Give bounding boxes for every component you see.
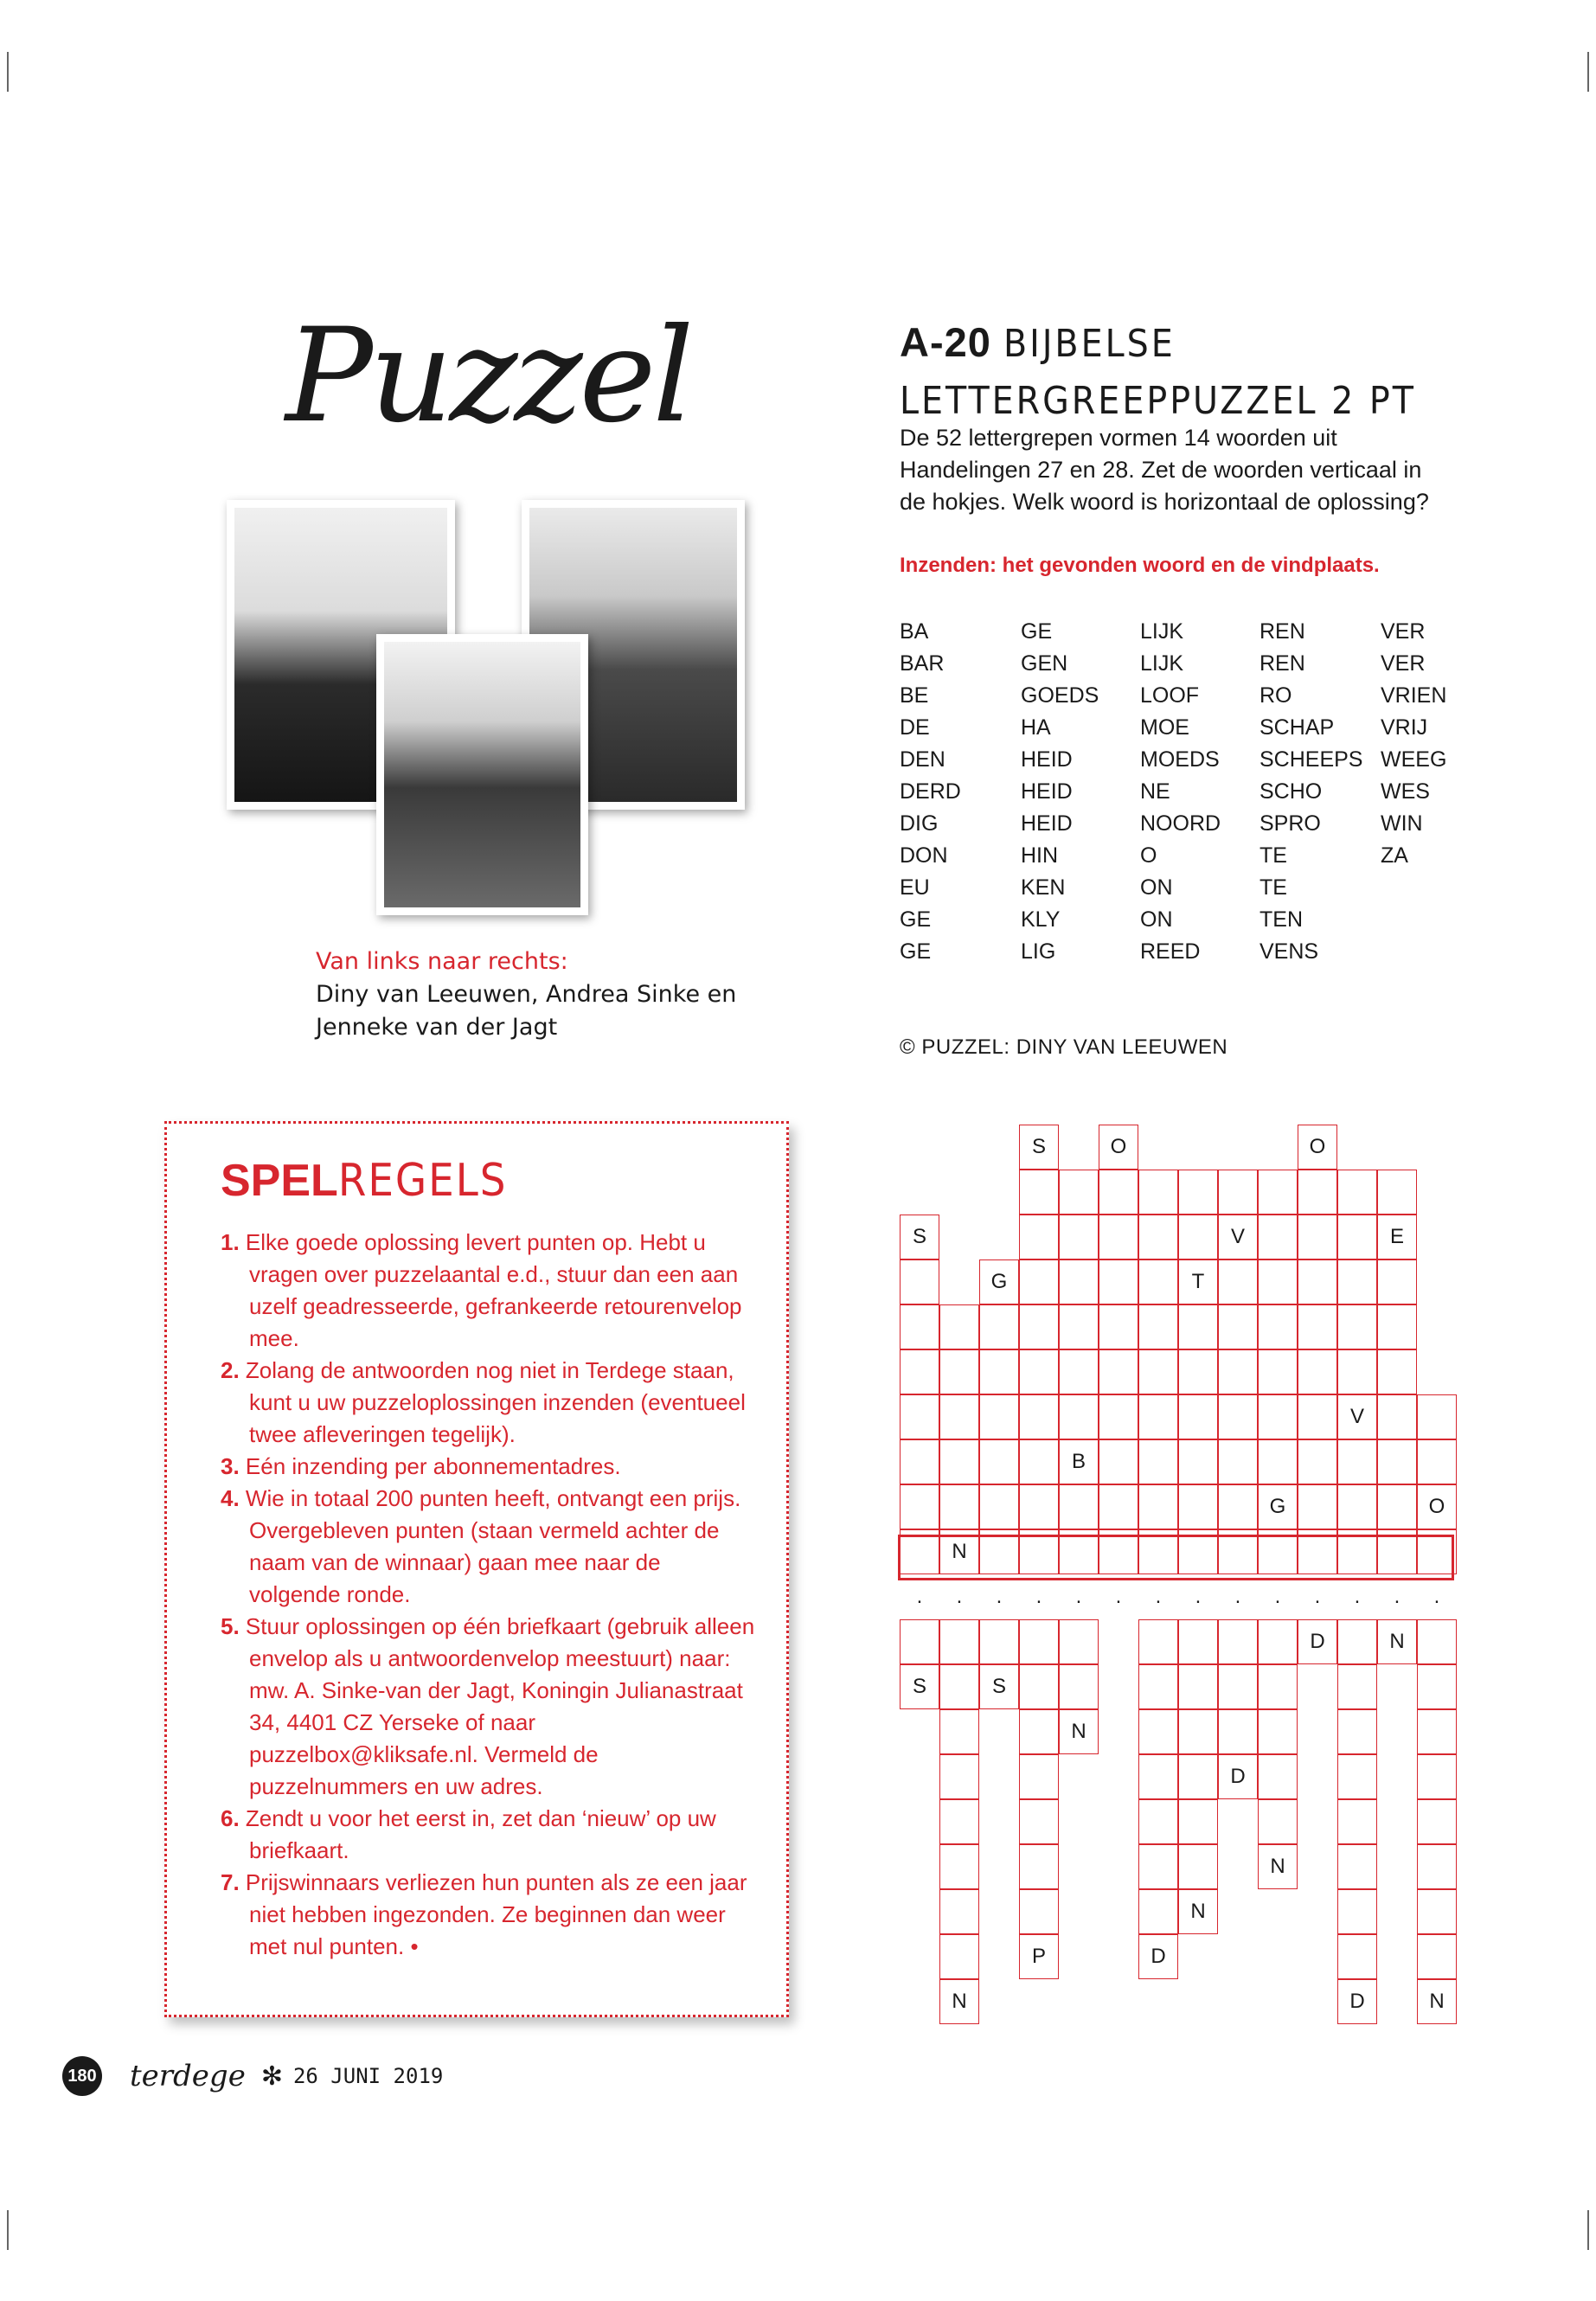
grid-cell[interactable] [1377,1304,1417,1349]
syllable: TE [1259,843,1287,868]
grid-cell[interactable] [1337,1304,1377,1349]
grid-cell[interactable]: N [1417,1979,1457,2024]
grid-cell[interactable] [1258,1304,1298,1349]
grid-cell[interactable] [1019,1844,1059,1889]
rule-number: 3. [221,1453,240,1479]
grid-cell[interactable] [1417,1664,1457,1709]
grid-cell[interactable] [900,1259,939,1304]
grid-cell[interactable] [1258,1439,1298,1484]
page-footer [62,2056,443,2096]
syllable: WIN [1381,811,1423,836]
grid-cell[interactable] [1337,1170,1377,1215]
grid-cell[interactable] [939,1664,979,1709]
grid-cell[interactable] [1218,1259,1258,1304]
grid-cell[interactable]: N [939,1979,979,2024]
syllable: REED [1140,939,1201,964]
rule-text: Zolang de antwoorden nog niet in Terdege staan, kunt u uw puzzeloplossingen inzenden (eventueel twee afleveringen tegelijk). [245,1357,746,1447]
grid-cell[interactable] [1337,1889,1377,1934]
magazine-logo: terdege [130,2059,246,2093]
grid-cell[interactable] [1019,1619,1059,1664]
caption-line: Diny van Leeuwen, Andrea Sinke en [316,981,737,1008]
solution-cell[interactable]: . [1115,1585,1122,1608]
grid-cell[interactable] [1258,1709,1298,1754]
grid-cell[interactable] [1258,1664,1298,1709]
grid-cell[interactable] [1138,1394,1178,1439]
solution-cell[interactable]: . [1314,1585,1321,1608]
grid-cell[interactable] [1337,1844,1377,1889]
grid-cell[interactable] [900,1439,939,1484]
grid-cell[interactable] [1298,1259,1337,1304]
grid-cell[interactable] [1417,1889,1457,1934]
puzzle-title-line1: BIJBELSE [1003,322,1176,366]
grid-cell[interactable] [1099,1349,1138,1394]
syllable: WES [1381,779,1430,804]
puzzle-submit-instruction: Inzenden: het gevonden woord en de vindplaats. [900,554,1380,577]
grid-cell[interactable] [1337,1619,1377,1664]
syllable-column [1259,616,1362,968]
grid-cell[interactable] [1377,1484,1417,1529]
grid-cell[interactable] [1059,1349,1099,1394]
solution-cell[interactable]: . [1433,1585,1440,1608]
syllable: HIN [1021,843,1059,868]
grid-cell[interactable] [979,1619,1019,1664]
grid-cell[interactable] [1099,1394,1138,1439]
syllable: LIJK [1140,619,1184,644]
syllable: MOEDS [1140,747,1220,772]
grid-cell[interactable] [1337,1664,1377,1709]
grid-cell[interactable] [1099,1304,1138,1349]
crop-mark [7,52,9,92]
syllable: LIJK [1140,651,1184,676]
photo-andrea [376,634,588,915]
grid-cell[interactable] [1298,1170,1337,1215]
solution-cell[interactable]: . [1394,1585,1401,1608]
grid-cell[interactable] [1298,1215,1337,1259]
grid-cell[interactable] [1138,1889,1178,1934]
grid-cell[interactable] [1099,1439,1138,1484]
syllable: NOORD [1140,811,1221,836]
syllable: SCHEEPS [1259,747,1363,772]
separator-icon: ✻ [260,2061,283,2091]
grid-cell[interactable]: O [1099,1125,1138,1170]
grid-cell[interactable] [1178,1439,1218,1484]
grid-cell[interactable] [1019,1889,1059,1934]
grid-cell[interactable] [1417,1619,1457,1664]
solution-cell[interactable]: . [996,1585,1003,1608]
grid-cell[interactable] [1218,1349,1258,1394]
grid-cell[interactable] [1337,1754,1377,1799]
grid-cell[interactable] [1138,1170,1178,1215]
grid-cell[interactable]: D [1298,1619,1337,1664]
grid-cell[interactable] [1019,1664,1059,1709]
syllable: RO [1259,683,1292,708]
grid-cell[interactable] [1218,1664,1258,1709]
puzzle-title-line2: LETTERGREEPPUZZEL 2 PT [900,379,1416,423]
grid-cell[interactable] [900,1619,939,1664]
rules-title-bold: SPEL [221,1156,338,1206]
puzzle-intro: De 52 lettergrepen vormen 14 woorden uit Handelingen 27 en 28. Zet de woorden verticaal in de hokjes. Welk woord is horizontaal de oplossing? [900,425,1429,515]
grid-cell[interactable] [1417,1394,1457,1439]
syllable: LIG [1021,939,1056,964]
syllable: VENS [1259,939,1319,964]
crop-mark [1587,2210,1589,2250]
syllable: HEID [1021,811,1073,836]
grid-cell[interactable] [979,1484,1019,1529]
syllable: BE [900,683,929,708]
grid-cell[interactable] [1258,1170,1298,1215]
rule-number: 1. [221,1229,240,1255]
syllable: KEN [1021,875,1066,900]
rule-item [221,1867,757,1963]
rule-number: 2. [221,1357,240,1383]
page-number: 180 [62,2056,102,2096]
grid-cell[interactable] [1138,1215,1178,1259]
grid-cell[interactable] [1298,1439,1337,1484]
syllable-column [1140,616,1221,968]
syllable: DERD [900,779,961,804]
grid-cell[interactable] [1178,1170,1218,1215]
grid-cell[interactable] [939,1934,979,1979]
grid-cell[interactable] [1178,1215,1218,1259]
grid-cell[interactable] [1059,1304,1099,1349]
grid-cell[interactable] [900,1349,939,1394]
grid-cell[interactable] [1417,1844,1457,1889]
grid-cell[interactable] [1019,1304,1059,1349]
grid-cell[interactable] [1019,1170,1059,1215]
grid-cell[interactable]: N [1059,1709,1099,1754]
syllable: DON [900,843,948,868]
grid-cell[interactable] [1178,1619,1218,1664]
syllable: NE [1140,779,1170,804]
syllable: GEN [1021,651,1068,676]
page-heading: Puzzel [285,301,691,452]
grid-cell[interactable] [1059,1619,1099,1664]
syllable: GE [1021,619,1053,644]
grid-cell[interactable]: G [979,1259,1019,1304]
syllable: VRIEN [1381,683,1447,708]
solution-cell[interactable]: . [1234,1585,1241,1608]
rule-item [221,1355,757,1451]
rule-text: Zendt u voor het eerst in, zet dan ‘nieuw’ op uw briefkaart. [245,1805,716,1863]
rule-text: Prijswinnaars verliezen hun punten als ze een jaar niet hebben ingezonden. Ze beginnen dan weer met nul punten. • [245,1869,747,1959]
syllable: WEEG [1381,747,1447,772]
grid-cell[interactable] [1059,1170,1099,1215]
solution-row-frame [898,1535,1454,1580]
grid-cell[interactable] [1178,1664,1218,1709]
rule-number: 7. [221,1869,240,1895]
syllable: HA [1021,715,1051,740]
grid-cell[interactable] [1178,1844,1218,1889]
grid-cell[interactable] [939,1889,979,1934]
grid-cell[interactable] [1178,1394,1218,1439]
grid-cell[interactable]: N [1258,1844,1298,1889]
syllable: ON [1140,875,1173,900]
grid-cell[interactable] [1138,1304,1178,1349]
grid-cell[interactable]: N [1377,1619,1417,1664]
grid-cell[interactable] [1258,1799,1298,1844]
grid-cell[interactable] [900,1394,939,1439]
solution-cell[interactable]: . [916,1585,923,1608]
grid-cell[interactable]: S [900,1664,939,1709]
caption-line: Jenneke van der Jagt [316,1014,558,1041]
grid-cell[interactable] [939,1304,979,1349]
grid-cell[interactable] [1218,1439,1258,1484]
rule-item [221,1803,757,1867]
grid-cell[interactable]: E [1377,1215,1417,1259]
puzzle-credit: © PUZZEL: DINY VAN LEEUWEN [900,1035,1228,1059]
syllable-column [1021,616,1099,968]
rule-item [221,1451,757,1483]
rule-text: Elke goede oplossing levert punten op. Hebt u vragen over puzzelaantal e.d., stuur dan een aan uzelf geadresseerde, gefrankeerde retourenvelop mee. [245,1229,742,1351]
grid-cell[interactable] [1138,1349,1178,1394]
grid-cell[interactable] [1218,1304,1258,1349]
grid-cell[interactable] [1258,1215,1298,1259]
grid-cell[interactable] [1258,1394,1298,1439]
grid-cell[interactable] [1178,1754,1218,1799]
grid-cell[interactable] [1298,1394,1337,1439]
grid-cell[interactable]: S [1019,1125,1059,1170]
grid-cell[interactable] [1138,1484,1178,1529]
grid-cell[interactable] [900,1304,939,1349]
grid-cell[interactable] [1019,1349,1059,1394]
grid-cell[interactable] [939,1709,979,1754]
syllable: SCHO [1259,779,1323,804]
grid-cell[interactable] [1417,1934,1457,1979]
syllable: DIG [900,811,939,836]
grid-cell[interactable] [1258,1754,1298,1799]
syllable: REN [1259,619,1305,644]
rule-item [221,1611,757,1803]
grid-cell[interactable] [1218,1170,1258,1215]
crop-mark [1587,52,1589,92]
syllable: SPRO [1259,811,1321,836]
grid-cell[interactable] [1258,1349,1298,1394]
grid-cell[interactable] [939,1619,979,1664]
grid-cell[interactable] [939,1754,979,1799]
grid-cell[interactable]: O [1417,1484,1457,1529]
grid-cell[interactable]: V [1337,1394,1377,1439]
grid-cell[interactable] [1178,1799,1218,1844]
syllable: DEN [900,747,945,772]
grid-cell[interactable] [979,1304,1019,1349]
grid-cell[interactable] [1298,1304,1337,1349]
rule-number: 6. [221,1805,240,1831]
syllable: MOE [1140,715,1189,740]
grid-cell[interactable]: D [1337,1979,1377,2024]
grid-cell[interactable] [1337,1484,1377,1529]
grid-cell[interactable] [1258,1619,1298,1664]
grid-cell[interactable] [1019,1799,1059,1844]
grid-cell[interactable] [1298,1349,1337,1394]
grid-cell[interactable] [1377,1259,1417,1304]
grid-cell[interactable] [1138,1259,1178,1304]
grid-cell[interactable] [1178,1709,1218,1754]
grid-cell[interactable]: D [1218,1754,1258,1799]
rules-list [221,1227,757,1963]
grid-cell[interactable] [979,1394,1019,1439]
issue-date: 26 JUNI 2019 [292,2064,444,2088]
rule-text: Stuur oplossingen op één briefkaart (gebruik alleen envelop als u antwoordenvelop meestuurt) naar: mw. A. Sinke-van der Jagt, Koningin Julianastraat 34, 4401 CZ Yerseke of naar puzzelbox@kliksafe.nl. Vermeld de puzzelnummers en uw adres. [245,1613,755,1799]
rule-number: 4. [221,1485,240,1511]
grid-cell[interactable] [1337,1709,1377,1754]
rule-item [221,1227,757,1355]
grid-cell[interactable] [1138,1709,1178,1754]
grid-cell[interactable] [1138,1799,1178,1844]
puzzle-title [900,315,1416,429]
grid-cell[interactable] [1377,1170,1417,1215]
rules-title [221,1155,507,1207]
syllable: KLY [1021,907,1061,932]
grid-cell[interactable] [1019,1754,1059,1799]
grid-cell[interactable]: O [1298,1125,1337,1170]
puzzle-code: A-20 [900,319,991,365]
syllable: VER [1381,651,1426,676]
grid-cell[interactable] [1138,1754,1178,1799]
grid-cell[interactable] [939,1484,979,1529]
solution-cell[interactable]: . [1155,1585,1162,1608]
grid-cell[interactable] [1218,1484,1258,1529]
grid-cell[interactable]: S [979,1664,1019,1709]
syllable: LOOF [1140,683,1200,708]
grid-cell[interactable] [1099,1215,1138,1259]
solution-cell[interactable]: . [1274,1585,1281,1608]
syllable: GE [900,939,932,964]
grid-cell[interactable] [1377,1439,1417,1484]
rule-text: Wie in totaal 200 punten heeft, ontvangt een prijs. Overgebleven punten (staan vermeld achter de naam van de winnaar) gaan mee naar de volgende ronde. [245,1485,741,1607]
solution-cell[interactable]: . [1075,1585,1082,1608]
grid-cell[interactable] [1298,1484,1337,1529]
grid-cell[interactable] [1258,1259,1298,1304]
grid-cell[interactable] [1019,1439,1059,1484]
grid-cell[interactable] [1337,1349,1377,1394]
photo-caption [316,945,736,1044]
grid-cell[interactable] [1138,1844,1178,1889]
syllable: ON [1140,907,1173,932]
grid-cell[interactable]: N [939,1529,979,1574]
grid-cell[interactable] [1337,1439,1377,1484]
grid-cell[interactable] [1099,1484,1138,1529]
grid-cell[interactable] [1099,1259,1138,1304]
grid-cell[interactable]: N [1178,1889,1218,1934]
grid-cell[interactable] [1059,1394,1099,1439]
grid-cell[interactable] [1377,1394,1417,1439]
grid-cell[interactable]: V [1218,1215,1258,1259]
grid-cell[interactable]: S [900,1215,939,1259]
grid-cell[interactable] [939,1394,979,1439]
grid-cell[interactable]: D [1138,1934,1178,1979]
grid-cell[interactable] [1417,1439,1457,1484]
syllable: REN [1259,651,1305,676]
grid-cell[interactable] [1059,1484,1099,1529]
solution-cell[interactable]: . [1195,1585,1202,1608]
grid-cell[interactable] [1417,1754,1457,1799]
grid-cell[interactable] [1337,1799,1377,1844]
syllable: GOEDS [1021,683,1099,708]
grid-cell[interactable]: G [1258,1484,1298,1529]
grid-cell[interactable] [1417,1799,1457,1844]
grid-cell[interactable] [1337,1215,1377,1259]
syllable: O [1140,843,1157,868]
grid-cell[interactable] [1019,1394,1059,1439]
caption-line: Van links naar rechts: [316,948,568,975]
crop-mark [7,2210,9,2250]
grid-cell[interactable] [939,1439,979,1484]
grid-cell[interactable] [1178,1349,1218,1394]
grid-cell[interactable] [1019,1259,1059,1304]
solution-cell[interactable]: . [1354,1585,1361,1608]
grid-cell[interactable] [1337,1259,1377,1304]
solution-cell[interactable]: . [956,1585,963,1608]
syllable: HEID [1021,747,1073,772]
grid-cell[interactable] [1019,1484,1059,1529]
grid-cell[interactable] [1337,1934,1377,1979]
grid-cell[interactable] [1218,1709,1258,1754]
syllable: DE [900,715,930,740]
grid-cell[interactable] [1138,1619,1178,1664]
rules-title-thin: REGELS [337,1155,508,1207]
grid-cell[interactable] [1377,1349,1417,1394]
grid-cell[interactable] [900,1484,939,1529]
syllable-column [1381,616,1446,872]
syllable: BA [900,619,929,644]
rule-number: 5. [221,1613,240,1639]
grid-cell[interactable] [939,1844,979,1889]
grid-cell[interactable] [1417,1709,1457,1754]
syllable: TE [1259,875,1287,900]
grid-cell[interactable] [1059,1259,1099,1304]
rule-text: Eén inzending per abonnementadres. [245,1453,621,1479]
grid-cell[interactable]: P [1019,1934,1059,1979]
syllable: ZA [1381,843,1408,868]
solution-cell[interactable]: . [1035,1585,1042,1608]
syllable-column [900,616,961,968]
syllable: VRIJ [1381,715,1428,740]
grid-cell[interactable] [1178,1484,1218,1529]
grid-cell[interactable] [939,1349,979,1394]
syllable: TEN [1259,907,1303,932]
syllable: VER [1381,619,1426,644]
syllable: SCHAP [1259,715,1335,740]
grid-cell[interactable] [1019,1709,1059,1754]
grid-cell[interactable] [1019,1215,1059,1259]
grid-cell[interactable] [1218,1619,1258,1664]
syllable: BAR [900,651,945,676]
grid-cell[interactable] [1138,1664,1178,1709]
grid-cell[interactable]: T [1178,1259,1218,1304]
grid-cell[interactable] [979,1439,1019,1484]
syllable: GE [900,907,932,932]
grid-cell[interactable] [1138,1439,1178,1484]
syllable: HEID [1021,779,1073,804]
grid-cell[interactable] [1218,1394,1258,1439]
grid-cell[interactable] [1099,1170,1138,1215]
syllable: EU [900,875,930,900]
grid-cell[interactable] [1178,1304,1218,1349]
grid-cell[interactable] [1059,1664,1099,1709]
grid-cell[interactable] [1059,1215,1099,1259]
grid-cell[interactable]: B [1059,1439,1099,1484]
rule-item [221,1483,757,1611]
grid-cell[interactable] [979,1349,1019,1394]
grid-cell[interactable] [939,1799,979,1844]
